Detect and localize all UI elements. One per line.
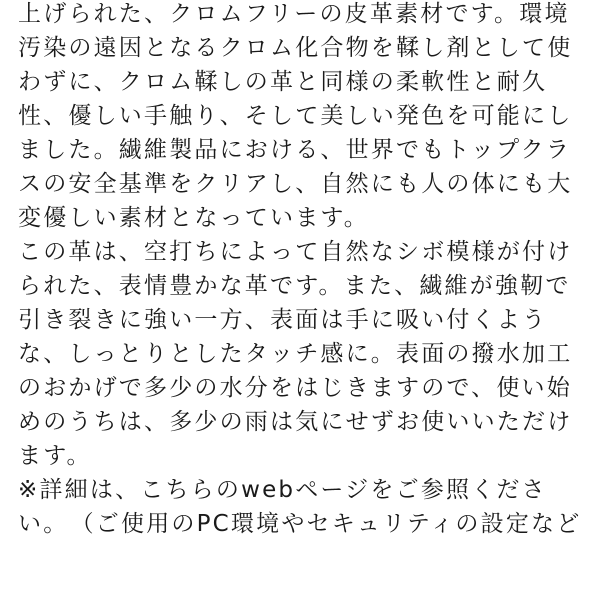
- text-line: 汚染の遠因となるクロム化合物を鞣し剤として使: [18, 35, 573, 61]
- text-line: ※詳細は、こちらのwebページをご参照くださ: [18, 477, 547, 503]
- text-line: な、しっとりとしたタッチ感に。表面の撥水加工: [18, 341, 573, 367]
- text-line: い。 （ご使用のPC環境やセキュリティの設定など: [18, 511, 582, 537]
- text-line: 性、優しい手触り、そして美しい発色を可能にし: [18, 103, 573, 129]
- text-line: のおかげで多少の水分をはじきますので、使い始: [18, 375, 572, 401]
- text-line: 引き裂きに強い一方、表面は手に吸い付くよう: [18, 307, 548, 333]
- text-line: 上げられた、クロムフリーの皮革素材です。環境: [18, 1, 570, 27]
- text-line: ます。: [18, 443, 92, 469]
- text-line: めのうちは、多少の雨は気にせずお使いいただけ: [18, 409, 573, 435]
- text-line: られた、表情豊かな革です。また、繊維が強靭で: [18, 273, 571, 299]
- text-line: 変優しい素材となっています。: [18, 205, 369, 231]
- text-line: ました。繊維製品における、世界でもトップクラ: [18, 137, 572, 163]
- text-line: スの安全基準をクリアし、自然にも人の体にも大: [18, 171, 573, 197]
- document-text: [18, 0, 615, 541]
- text-line: この革は、空打ちによって自然なシボ模様が付け: [18, 239, 573, 265]
- text-line: わずに、クロム鞣しの革と同様の柔軟性と耐久: [18, 69, 548, 95]
